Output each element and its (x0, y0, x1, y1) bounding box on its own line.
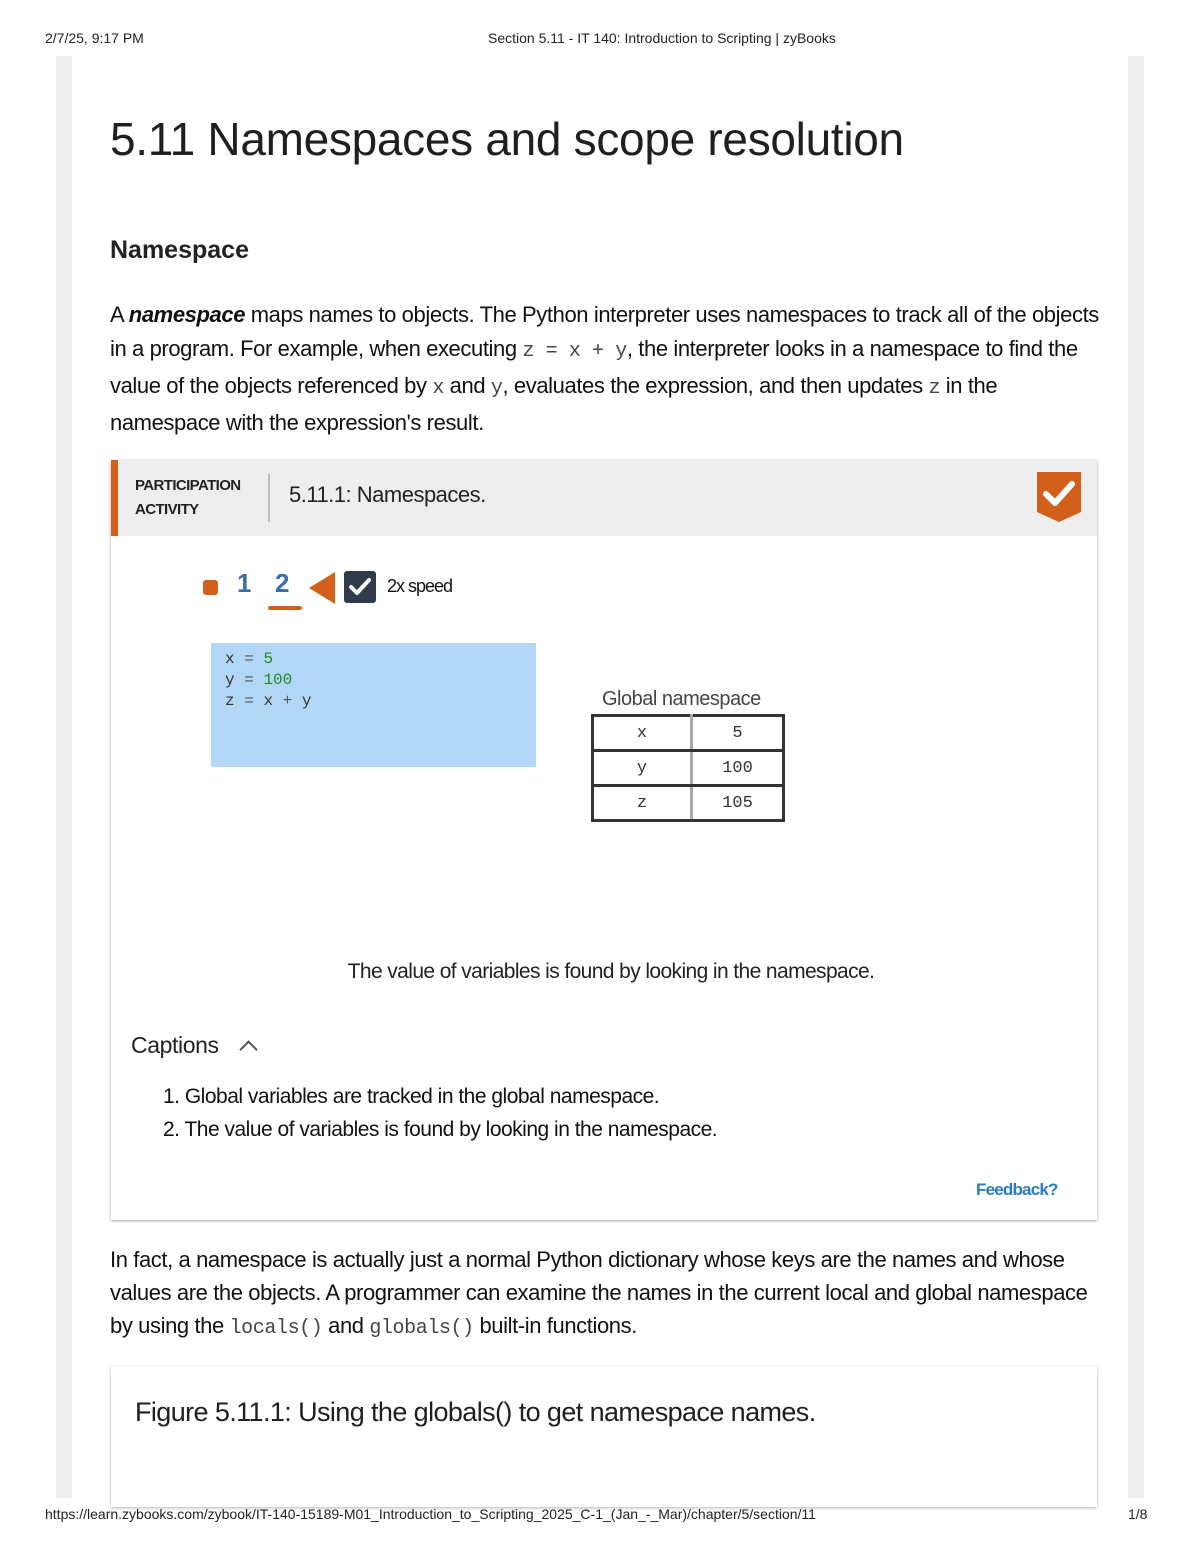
participation-activity-label: PARTICIPATION ACTIVITY (135, 477, 241, 518)
header-divider (268, 474, 270, 522)
completion-check-icon (1035, 470, 1083, 524)
intro-paragraph: A namespace maps names to objects. The Python interpreter uses namespaces to track all of the objects in a program. For example, when executing z = x + y, the interpreter looks in a namespace to find the value of the objects referenced by x and y, evaluates the expression, and then updates z in the namespace with the expression's result. (110, 302, 1099, 435)
activity-title: 5.11.1: Namespaces. (289, 482, 486, 507)
page-title: 5.11 Namespaces and scope resolution (110, 113, 904, 165)
step-1-button[interactable]: 1 (237, 568, 252, 598)
print-page-title: Section 5.11 - IT 140: Introduction to Scripting | zyBooks (488, 30, 836, 46)
code-panel (211, 643, 536, 767)
print-page-number: 1/8 (1128, 1506, 1148, 1522)
captions-list (163, 1080, 717, 1146)
term-namespace: namespace (128, 302, 246, 327)
animation-controls (201, 566, 481, 616)
table-row (593, 751, 784, 786)
ns-name-cell: x (593, 716, 692, 751)
ns-value-cell: 5 (692, 716, 784, 751)
play-back-icon[interactable] (309, 572, 335, 604)
code-block: x = 5 y = 100 z = x + y (225, 650, 312, 710)
ns-value-cell: 105 (692, 786, 784, 821)
namespace-table (591, 714, 785, 822)
left-margin-bar (56, 56, 72, 1498)
current-step-indicator (268, 606, 302, 610)
figure-card (111, 1367, 1097, 1507)
namespace-caption: Global namespace (602, 688, 761, 710)
list-item: 1. Global variables are tracked in the global namespace. (163, 1085, 660, 1108)
participation-activity-card (111, 460, 1097, 1220)
table-row (593, 786, 784, 821)
speed-checkbox[interactable] (344, 571, 376, 603)
step-2-button[interactable]: 2 (275, 568, 290, 598)
feedback-link[interactable]: Feedback? (976, 1180, 1058, 1199)
right-margin-bar (1128, 56, 1144, 1498)
current-step-caption: The value of variables is found by looking in the namespace. (347, 960, 875, 983)
speed-label: 2x speed (387, 576, 453, 596)
ns-name-cell: y (593, 751, 692, 786)
code-globals: globals() (369, 1317, 474, 1340)
activity-accent-bar (111, 460, 118, 536)
activity-header (111, 460, 1097, 536)
figure-title: Figure 5.11.1: Using the globals() to get namespace names. (135, 1397, 816, 1427)
section-heading: Namespace (110, 236, 249, 264)
code-expression: z = x + y (522, 340, 627, 363)
chevron-up-icon[interactable] (239, 1040, 257, 1058)
ns-value-cell: 100 (692, 751, 784, 786)
ns-name-cell: z (593, 786, 692, 821)
table-row (593, 716, 784, 751)
captions-toggle[interactable]: Captions (131, 1032, 219, 1058)
list-item: 2. The value of variables is found by looking in the namespace. (163, 1118, 718, 1141)
dictionary-paragraph: In fact, a namespace is actually just a normal Python dictionary whose keys are the names and whose values are the objects. A programmer can examine the names in the current local and global namespace by using the locals() and globals() built-in functions. (110, 1247, 1088, 1340)
code-locals: locals() (229, 1317, 323, 1340)
stop-icon[interactable] (203, 580, 218, 595)
print-url: https://learn.zybooks.com/zybook/IT-140-15189-M01_Introduction_to_Scripting_2025_C-1_(Jan_-_Mar)/chapter/5/section/11 (45, 1506, 816, 1522)
print-datetime: 2/7/25, 9:17 PM (45, 30, 144, 46)
